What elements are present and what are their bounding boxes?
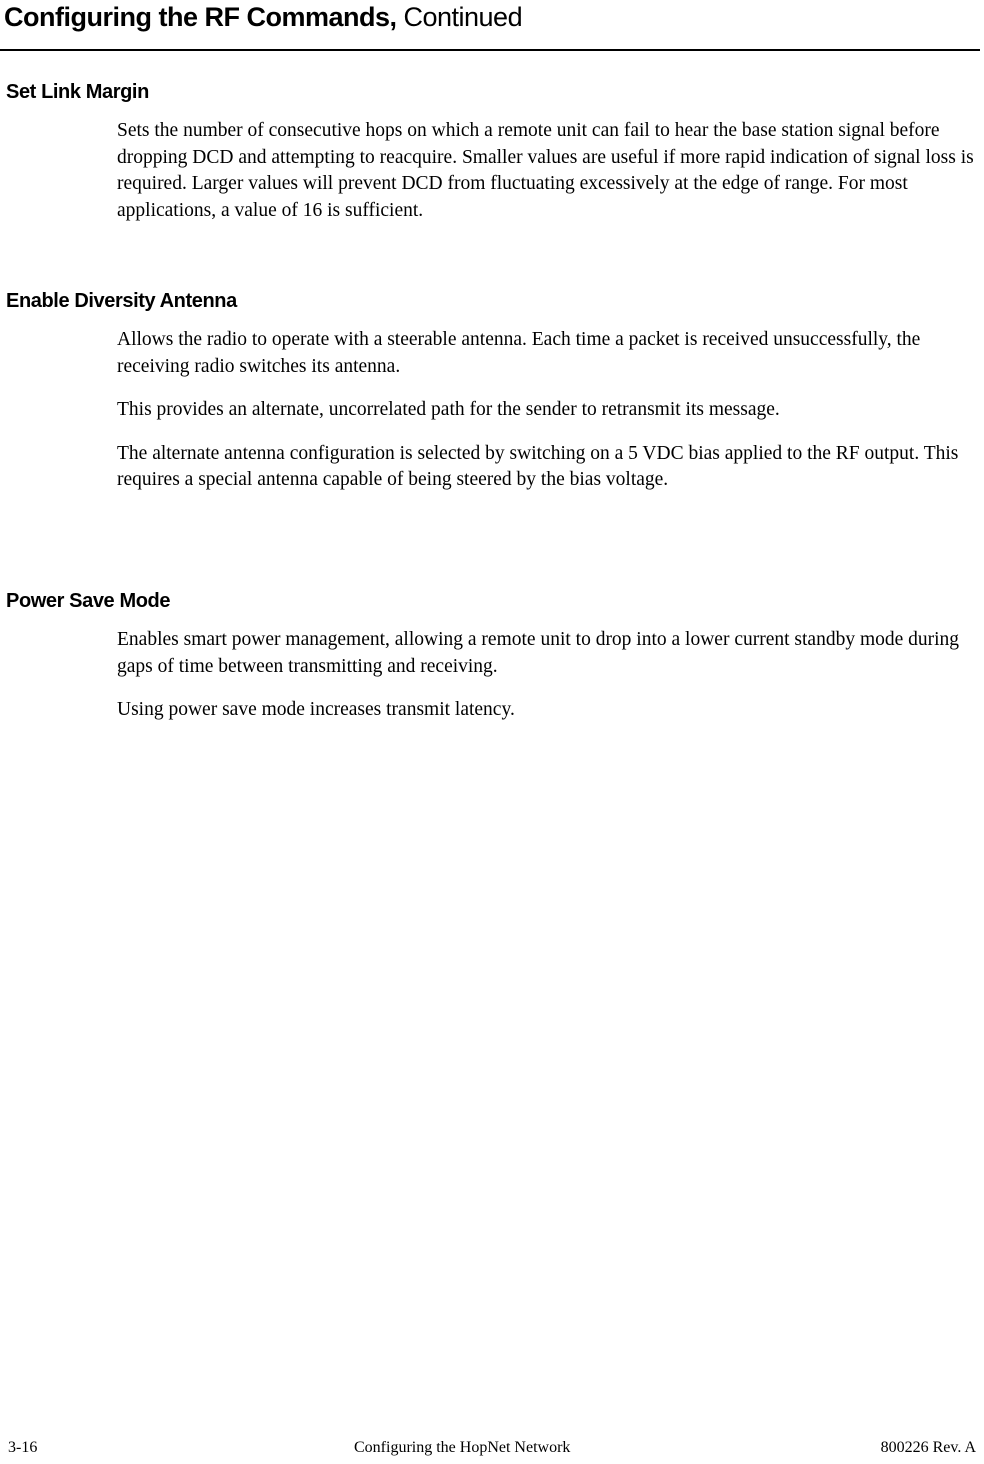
paragraph: Using power save mode increases transmit latency. bbox=[117, 699, 515, 720]
footer-page-number: 3-16 bbox=[8, 1439, 38, 1456]
section-set-link-margin bbox=[0, 80, 984, 224]
section-power-save-mode bbox=[0, 589, 984, 724]
section-heading: Set Link Margin bbox=[6, 81, 149, 103]
page-title-continued: Continued bbox=[396, 2, 523, 32]
footer-chapter-title: Configuring the HopNet Network bbox=[354, 1439, 571, 1456]
footer-document-id: 800226 Rev. A bbox=[880, 1439, 976, 1456]
section-enable-diversity-antenna bbox=[0, 289, 984, 494]
paragraph: This provides an alternate, uncorrelated path for the sender to retransmit its message. bbox=[117, 399, 780, 420]
section-heading: Power Save Mode bbox=[6, 590, 171, 612]
paragraph: Allows the radio to operate with a steerable antenna. Each time a packet is received unsuccessfully, the receiving radio switches its antenna. bbox=[117, 329, 921, 377]
paragraph: Sets the number of consecutive hops on which a remote unit can fail to hear the base station signal before dropping DCD and attempting to reacquire. Smaller values are useful if more rapid indication of signal loss is required. Larger values will prevent DCD from fluctuating excessively at the edge of range. For most applications, a value of 16 is sufficient. bbox=[117, 120, 974, 221]
title-divider bbox=[0, 49, 980, 51]
section-heading: Enable Diversity Antenna bbox=[6, 290, 237, 312]
page-title bbox=[4, 0, 522, 34]
paragraph: Enables smart power management, allowing a remote unit to drop into a lower current standby mode during gaps of time between transmitting and receiving. bbox=[117, 629, 960, 677]
paragraph: The alternate antenna configuration is selected by switching on a 5 VDC bias applied to the RF output. This requires a special antenna capable of being steered by the bias voltage. bbox=[117, 442, 959, 490]
page-title-main: Configuring the RF Commands, bbox=[4, 2, 397, 32]
